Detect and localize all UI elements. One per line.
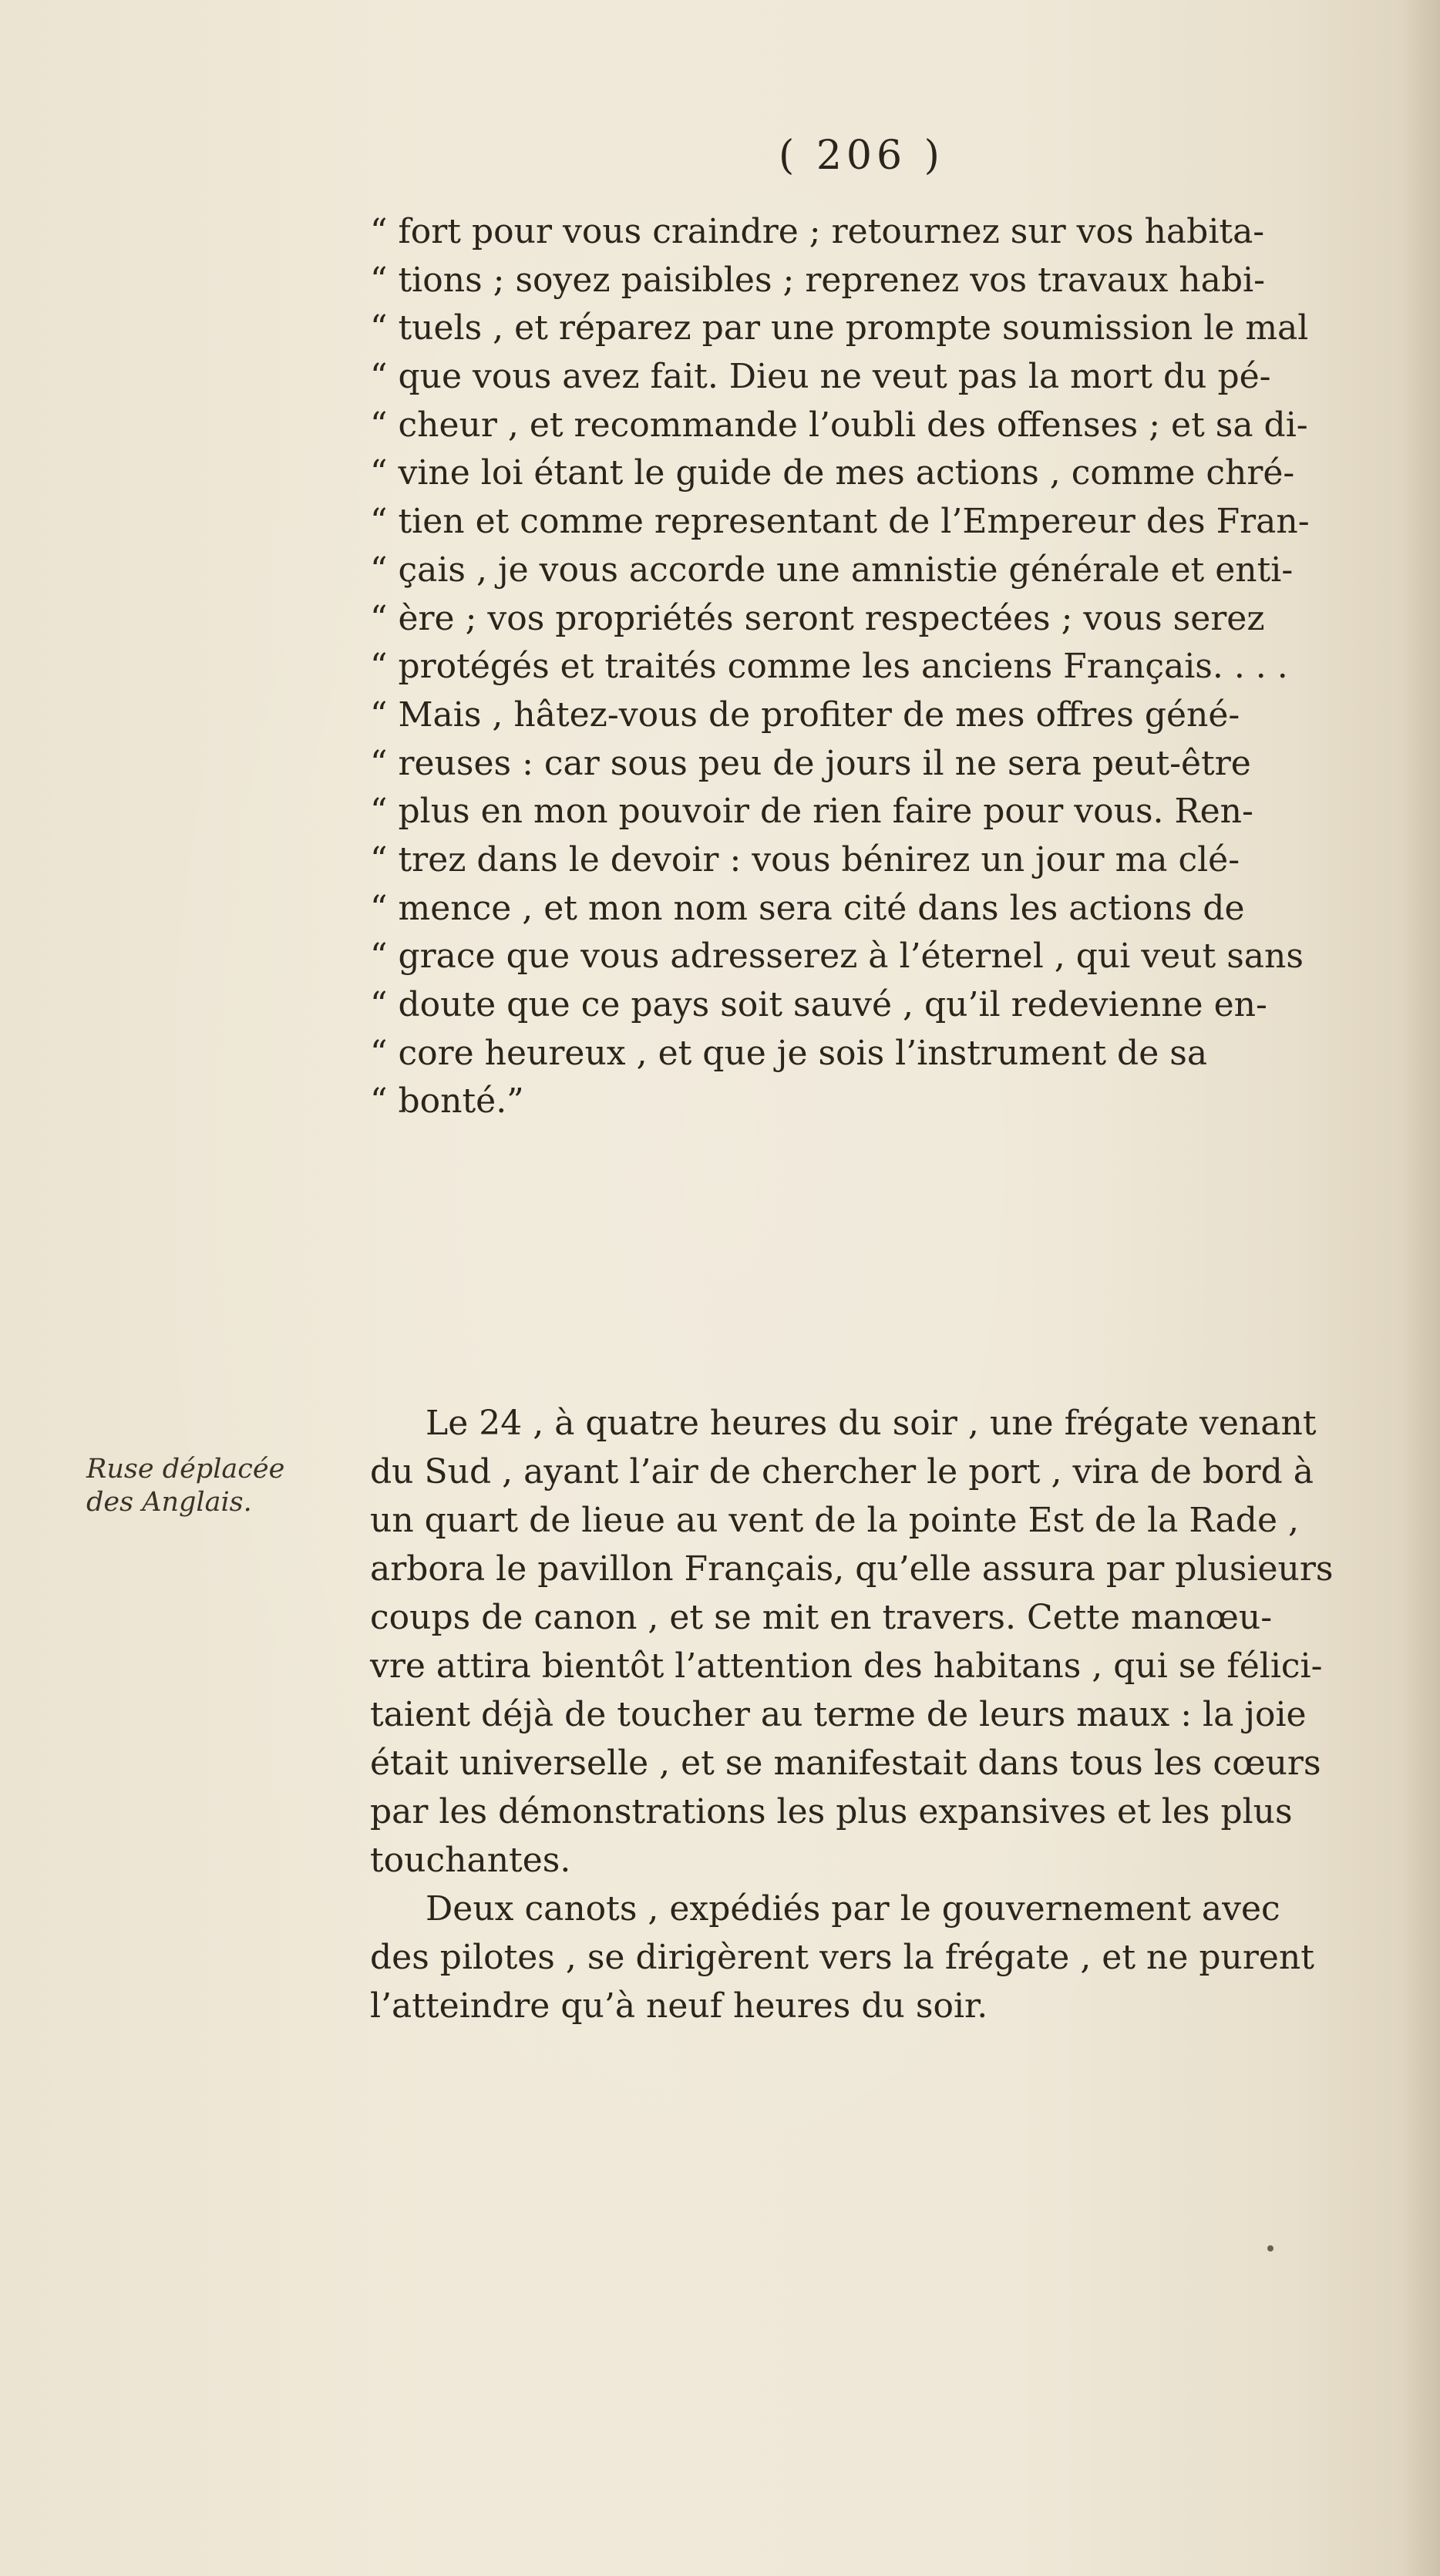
page-number: ( 206 ) [779,133,944,179]
paragraph-line: du Sud , ayant l’air de chercher le port , vira de bord à [370,1452,1314,1491]
paragraph-line: un quart de lieue au vent de la pointe Est de la Rade , [370,1501,1299,1540]
quote-line: “ cheur , et recommande l’oubli des offenses ; et sa di- [370,405,1308,445]
quote-line: “ çais , je vous accorde une amnistie générale et enti- [370,550,1294,590]
paragraph-line: Le 24 , à quatre heures du soir , une frégate venant [426,1404,1317,1443]
quote-line: “ reuses : car sous peu de jours il ne sera peut-être [370,743,1251,783]
paragraph-line: était universelle , et se manifestait dans tous les cœurs [370,1744,1321,1783]
paragraph-line: Deux canots , expédiés par le gouvernement avec [426,1889,1280,1929]
paragraph-line: vre attira bientôt l’attention des habitans , qui se félici- [370,1646,1323,1686]
quote-line: “ core heureux , et que je sois l’instrument de sa [370,1033,1208,1073]
page-edge-shadow [1401,0,1440,2576]
quote-line: “ bonté.” [370,1081,524,1122]
paragraph-line: taient déjà de toucher au terme de leurs maux : la joie [370,1695,1307,1734]
quote-line: “ ère ; vos propriétés seront respectées ; vous serez [370,598,1265,638]
paragraph-line: coups de canon , et se mit en travers. Cette manœu- [370,1598,1273,1637]
quote-line: “ tien et comme representant de l’Empereur des Fran- [370,502,1310,542]
body-text [370,1399,1386,2030]
quote-line: “ doute que ce pays soit sauvé , qu’il redevienne en- [370,985,1267,1024]
quote-line: “ grace que vous adresserez à l’éternel , qui veut sans [370,937,1304,977]
quote-line: “ tuels , et réparez par une prompte soumission le mal [370,308,1309,348]
marginal-note-line: Ruse déplacée [86,1454,285,1485]
quote-line: “ tions ; soyez paisibles ; reprenez vos travaux habi- [370,260,1265,300]
paragraph-line: arbora le pavillon Français, qu’elle assura par plusieurs [370,1549,1334,1589]
marginal-note-line: des Anglais. [86,1487,252,1518]
quote-line: “ protégés et traités comme les anciens Français. . . . [370,647,1288,687]
quote-line: “ fort pour vous craindre ; retournez sur vos habita- [370,212,1265,251]
paragraph-line: touchantes. [370,1841,571,1880]
marginal-note [86,1453,333,1519]
paragraph-line: l’atteindre qu’à neuf heures du soir. [370,1986,988,2026]
quote-line: “ mence , et mon nom sera cité dans les actions de [370,888,1245,928]
quote-line: “ Mais , hâtez-vous de profiter de mes offres géné- [370,694,1240,735]
quote-line: “ trez dans le devoir : vous bénirez un jour ma clé- [370,839,1240,879]
quote-line: “ que vous avez fait. Dieu ne veut pas la mort du pé- [370,357,1271,397]
paragraph-line: des pilotes , se dirigèrent vers la frégate , et ne purent [370,1938,1314,1977]
paragraph-line: par les démonstrations les plus expansives et les plus [370,1792,1293,1831]
ink-speck [1267,2245,1273,2251]
quote-line: “ plus en mon pouvoir de rien faire pour vous. Ren- [370,792,1253,832]
quote-line: “ vine loi étant le guide de mes actions , comme chré- [370,453,1295,493]
proclamation-quote [370,208,1386,1126]
